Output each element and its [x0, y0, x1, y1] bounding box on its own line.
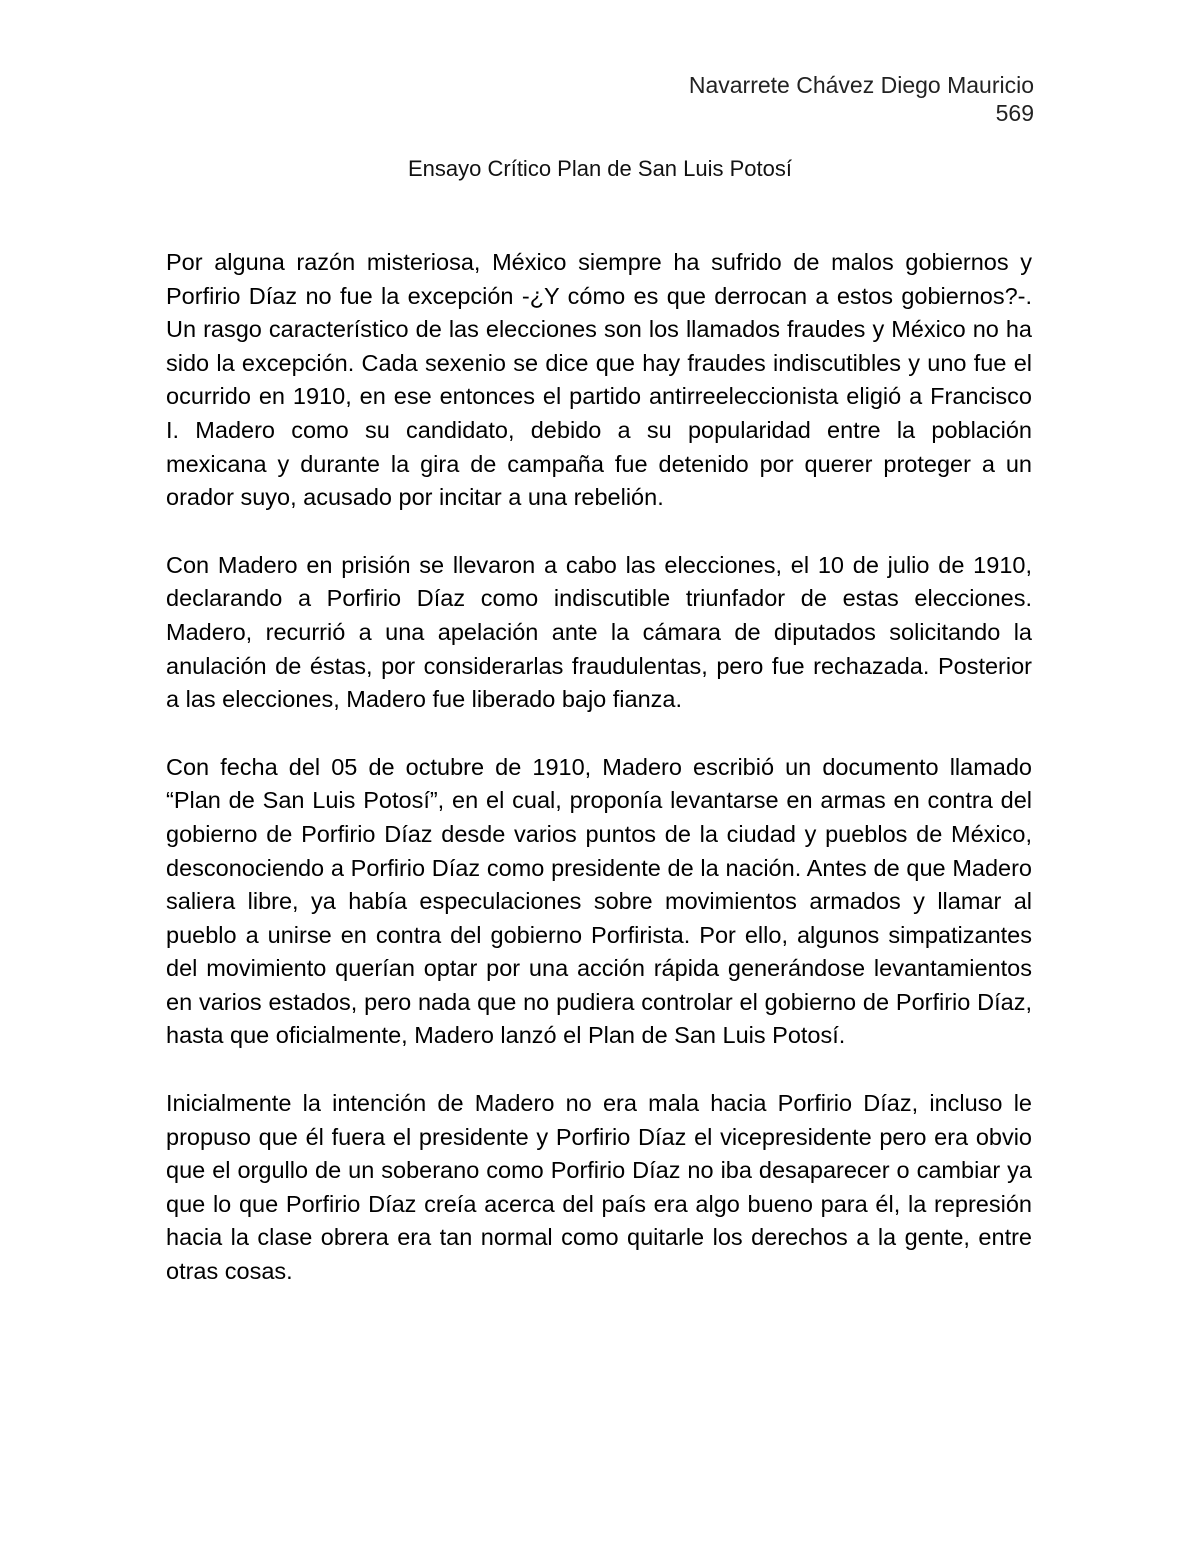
document-body	[166, 246, 1032, 1323]
paragraph-3: Con fecha del 05 de octubre de 1910, Madero escribió un documento llamado “Plan de San Luis Potosí”, en el cual, proponía levantarse en armas en contra del gobierno de Porfirio Díaz desde varios puntos de la ciudad y pueblos de México, desconociendo a Porfirio Díaz como presidente de la nación. Antes de que Madero saliera libre, ya había especulaciones sobre movimientos armados y llamar al pueblo a unirse en contra del gobierno Porfirista. Por ello, algunos simpatizantes del movimiento querían optar por una acción rápida generándose levantamientos en varios estados, pero nada que no pudiera controlar el gobierno de Porfirio Díaz, hasta que oficialmente, Madero lanzó el Plan de San Luis Potosí.	[166, 753, 1032, 1049]
document-title: Ensayo Crítico Plan de San Luis Potosí	[408, 156, 792, 181]
author-name: Navarrete Chávez Diego Mauricio	[688, 72, 1034, 98]
page-header	[689, 71, 1034, 127]
paragraph-2: Con Madero en prisión se llevaron a cabo las elecciones, el 10 de julio de 1910, declarando a Porfirio Díaz como indiscutible triunfador de estas elecciones. Madero, recurrió a una apelación ante la cámara de diputados solicitando la anulación de éstas, por considerarlas fraudulentas, pero fue rechazada. Posterior a las elecciones, Madero fue liberado bajo fianza.	[166, 551, 1032, 713]
student-number: 569	[995, 100, 1034, 126]
paragraph-4: Inicialmente la intención de Madero no era mala hacia Porfirio Díaz, incluso le propuso que él fuera el presidente y Porfirio Díaz el vicepresidente pero era obvio que el orgullo de un soberano como Porfirio Díaz no iba desaparecer o cambiar ya que lo que Porfirio Díaz creía acerca del país era algo bueno para él, la represión hacia la clase obrera era tan normal como quitarle los derechos a la gente, entre otras cosas.	[166, 1090, 1032, 1285]
paragraph-1: Por alguna razón misteriosa, México siempre ha sufrido de malos gobiernos y Porfirio Díaz no fue la excepción -¿Y cómo es que derrocan a estos gobiernos?-. Un rasgo característico de las elecciones son los llamados fraudes y México no ha sido la excepción. Cada sexenio se dice que hay fraudes indiscutibles y uno fue el ocurrido en 1910, en ese entonces el partido antirreeleccionista eligió a Francisco I. Madero como su candidato, debido a su popularidad entre la población mexicana y durante la gira de campaña fue detenido por querer proteger a un orador suyo, acusado por incitar a una rebelión.	[166, 249, 1032, 511]
